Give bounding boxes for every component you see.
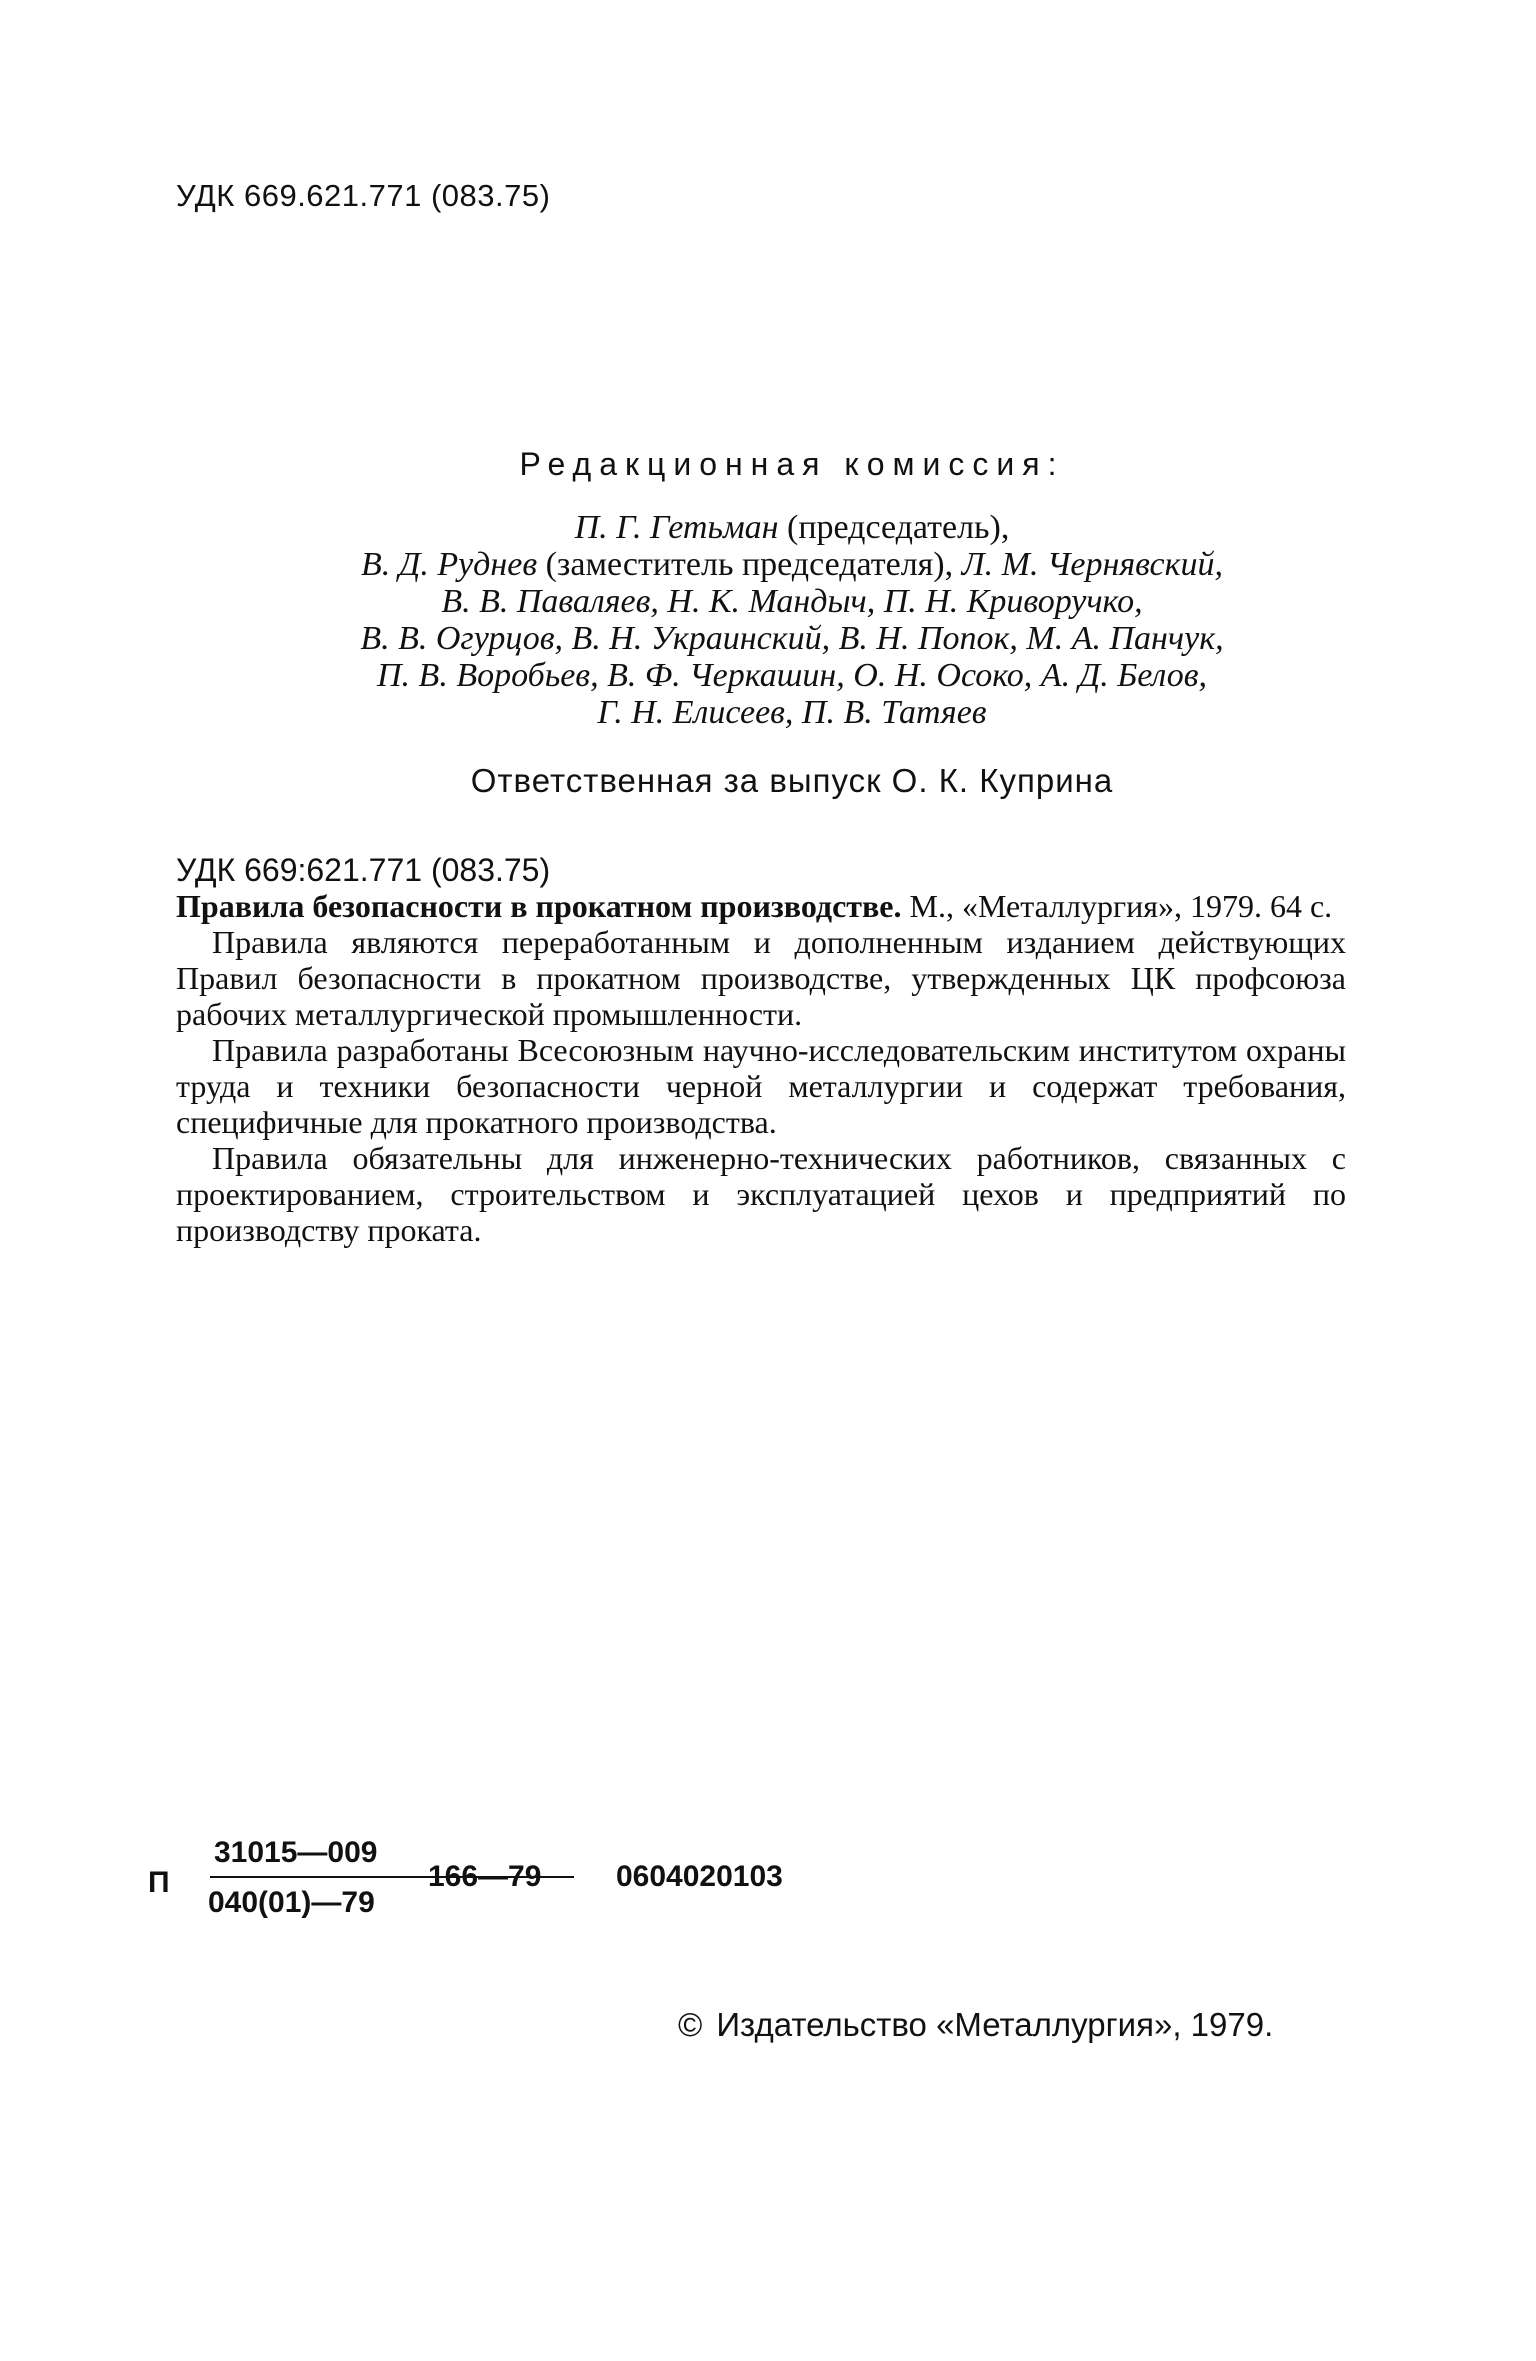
commission-chair-name: П. Г. Гетьман — [574, 509, 779, 546]
annotation-imprint: М., «Металлургия», 1979. 64 с. — [901, 888, 1333, 924]
commission-line-1 — [232, 509, 1352, 546]
commission-line-4: В. В. Огурцов, В. Н. Украинский, В. Н. Попок, М. А. Панчук, — [360, 620, 1224, 657]
udk-code: УДК 669.621.771 (083.75) — [176, 178, 551, 213]
responsible-editor: Ответственная за выпуск О. К. Куприна — [470, 762, 1114, 799]
annotation-title: Правила безопасности в прокатном производстве. — [176, 888, 902, 924]
code-denominator: 040(01)—79 — [208, 1886, 375, 1919]
commission-deputy-name: В. Д. Руднев — [361, 546, 538, 583]
annotation-citation — [176, 888, 1346, 924]
commission-line-5: П. В. Воробьев, В. Ф. Черкашин, О. Н. Осоко, А. Д. Белов, — [377, 657, 1207, 694]
annotation-udk: УДК 669:621.771 (083.75) — [176, 852, 551, 888]
annotation-paragraph-3: Правила обязательны для инженерно-технических работников, связанных с проектированием, строительством и эксплуатацией цехов и предприятий по производству проката. — [176, 1140, 1346, 1248]
commission-chair-role: (председатель), — [778, 509, 1010, 546]
copyright-text: Издательство «Металлургия», 1979. — [716, 2006, 1274, 2043]
commission-deputy-role: (заместитель председателя), — [537, 546, 962, 583]
copyright-line — [678, 2006, 1273, 2044]
publication-code — [148, 1836, 848, 1966]
commission-line-3: В. В. Паваляев, Н. К. Мандыч, П. Н. Криворучко, — [441, 583, 1143, 620]
commission-member-name: Л. М. Чернявский, — [961, 546, 1223, 583]
code-numerator: 31015—009 — [214, 1836, 378, 1869]
code-mid: 166—79 — [428, 1860, 542, 1893]
code-number: 0604020103 — [616, 1860, 783, 1893]
annotation-paragraph-2: Правила разработаны Всесоюзным научно-исследовательским институтом охраны труда и техники безопасности черной металлургии и содержат требования, специфичные для прокатного производства. — [176, 1032, 1346, 1140]
copyright-icon: © — [678, 2006, 703, 2043]
annotation-paragraph-1: Правила являются переработанным и дополненным изданием действующих Правил безопасности в прокатном производстве, утвержденных ЦК профсоюза рабочих металлургической промышленности. — [176, 924, 1346, 1032]
annotation-block — [176, 852, 1346, 1248]
editorial-commission — [232, 446, 1352, 731]
commission-heading: Редакционная комиссия: — [519, 446, 1065, 482]
commission-line-2 — [232, 546, 1352, 583]
commission-line-6: Г. Н. Елисеев, П. В. Татяев — [597, 694, 987, 731]
code-prefix: П — [148, 1866, 170, 1899]
